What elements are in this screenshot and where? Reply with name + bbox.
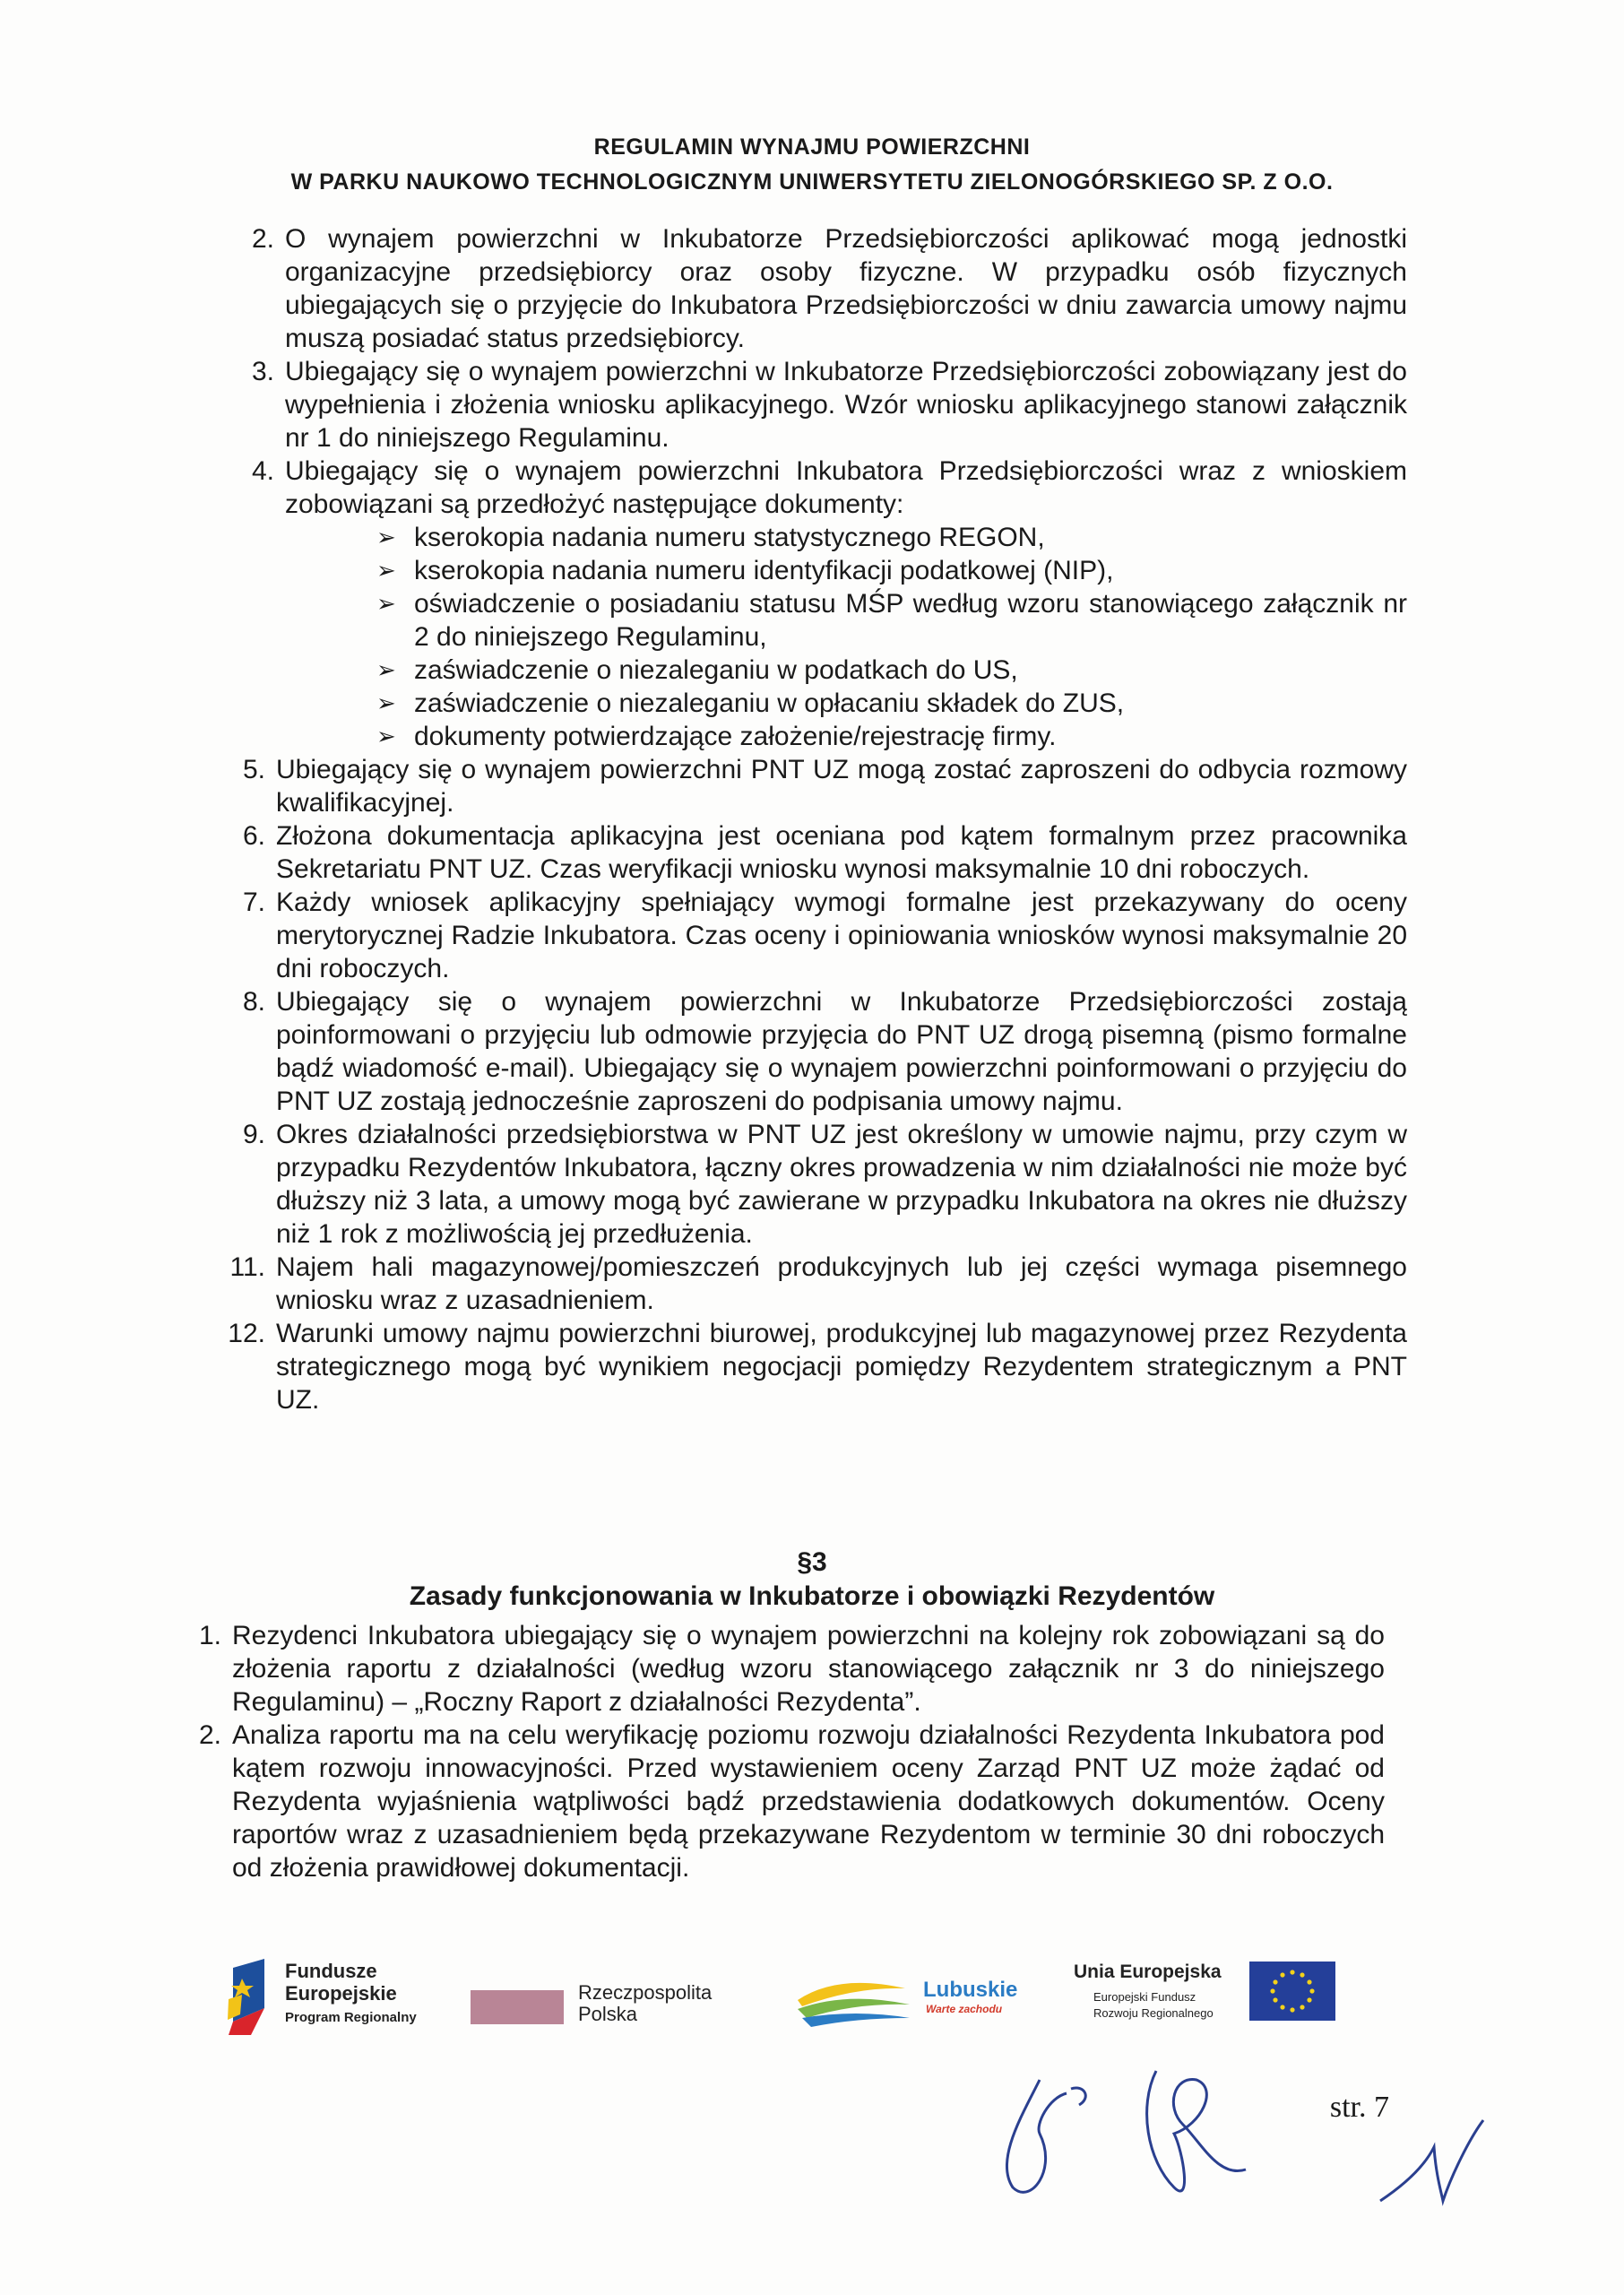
- signature-1: [986, 2062, 1111, 2205]
- document-list: [224, 521, 1407, 753]
- item-number: 3.: [251, 357, 274, 386]
- item-number: 5.: [242, 755, 265, 784]
- item-text: Rezydenci Inkubatora ubiegający się o wynajem powierzchni na kolejny rok zobowiązani są do złożenia raportu z działalności (według wzoru stanowiącego załącznik nr 3 do niniejszego Regulaminu) – „Roczny Raport z działalności Rezydenta”.: [232, 1621, 1385, 1717]
- arrow-bullet-icon: ➢: [376, 524, 396, 550]
- arrow-bullet-icon: ➢: [376, 557, 396, 584]
- document-text: dokumenty potwierdzające założenie/rejestrację firmy.: [414, 722, 1057, 751]
- document-text: zaświadczenie o niezaleganiu w opłacaniu składek do ZUS,: [414, 688, 1125, 718]
- rp-line2: Polska: [578, 2003, 638, 2025]
- list-item: [224, 1317, 1407, 1416]
- item-number: 11.: [229, 1252, 265, 1282]
- item-text: Ubiegający się o wynajem powierzchni PNT UZ mogą zostać zaproszeni do odbycia rozmowy kwalifikacyjnej.: [276, 755, 1407, 818]
- header-subtitle: W PARKU NAUKOWO TECHNOLOGICZNYM UNIWERSYTETU ZIELONOGÓRSKIEGO SP. Z O.O.: [290, 169, 1334, 195]
- list-item: [224, 819, 1407, 886]
- signature-3: [1371, 2111, 1488, 2210]
- document-header: [0, 134, 1624, 195]
- item-text: Warunki umowy najmu powierzchni biurowej, produkcyjnej lub magazynowej przez Rezydenta strategicznego mogą być wynikiem negocjacji pomiędzy Rezydentem strategicznym a PNT UZ.: [276, 1319, 1407, 1415]
- arrow-bullet-icon: ➢: [376, 723, 396, 749]
- section-body: [184, 1619, 1385, 1884]
- section-sign: §3: [797, 1547, 827, 1577]
- section-heading: [0, 1547, 1624, 1612]
- list-item: [376, 687, 1407, 720]
- item-number: 6.: [242, 821, 265, 851]
- rzeczpospolita-polska-logo: [471, 1972, 748, 2044]
- document-text: zaświadczenie o niezaleganiu w podatkach do US,: [414, 655, 1018, 685]
- lubuskie-wave-icon: [793, 1969, 914, 2031]
- list-item: [224, 355, 1407, 455]
- list-item: [184, 1619, 1385, 1719]
- item-text: Ubiegający się o wynajem powierzchni Inkubatora Przedsiębiorczości wraz z wnioskiem zobowiązani są przedłożyć następujące dokumenty:: [285, 456, 1407, 519]
- list-item: [224, 985, 1407, 1118]
- polish-flag-icon: [471, 1990, 564, 2024]
- signature-2: [1120, 2053, 1255, 2205]
- list-item: [376, 587, 1407, 654]
- fe-line1: Fundusze: [285, 1960, 377, 1982]
- arrow-bullet-icon: ➢: [376, 590, 396, 617]
- list-item: [224, 455, 1407, 521]
- fe-line2: Europejskie: [285, 1982, 397, 2005]
- section-title: Zasady funkcjonowania w Inkubatorze i obowiązki Rezydentów: [409, 1581, 1215, 1611]
- item-number: 9.: [242, 1120, 265, 1149]
- fundusze-europejskie-logo: [224, 1954, 430, 2044]
- list-item: [376, 554, 1407, 587]
- item-number: 4.: [251, 456, 274, 486]
- lubuskie-logo: [793, 1969, 1017, 2040]
- rp-line1: Rzeczpospolita: [578, 1981, 713, 2004]
- lubuskie-name: Lubuskie: [923, 1978, 1018, 2002]
- item-text: Najem hali magazynowej/pomieszczeń produkcyjnych lub jej części wymaga pisemnego wniosku wraz z uzasadnieniem.: [276, 1252, 1407, 1315]
- item-text: Ubiegający się o wynajem powierzchni w Inkubatorze Przedsiębiorczości zobowiązany jest do wypełnienia i złożenia wniosku aplikacyjnego. Wzór wniosku aplikacyjnego stanowi załącznik nr 1 do niniejszego Regulaminu.: [285, 357, 1407, 453]
- page-number: str. 7: [1329, 2091, 1389, 2124]
- item-number: 8.: [242, 987, 265, 1017]
- regulation-body: [224, 222, 1407, 1416]
- item-text: Każdy wniosek aplikacyjny spełniający wymogi formalne jest przekazywany do oceny merytorycznej Radzie Inkubatora. Czas oceny i opiniowania wniosków wynosi maksymalnie 20 dni roboczych.: [276, 888, 1407, 983]
- item-number: 2.: [251, 224, 274, 254]
- ue-line1: Unia Europejska: [1074, 1962, 1222, 1982]
- item-number: 2.: [198, 1720, 221, 1750]
- item-number: 12.: [228, 1319, 265, 1348]
- item-number: 7.: [242, 888, 265, 917]
- header-title: REGULAMIN WYNAJMU POWIERZCHNI: [593, 134, 1031, 160]
- list-item: [376, 720, 1407, 753]
- document-text: kserokopia nadania numeru identyfikacji podatkowej (NIP),: [414, 556, 1114, 585]
- eu-flag-icon: [1249, 1962, 1335, 2021]
- item-text: Złożona dokumentacja aplikacyjna jest oceniana pod kątem formalnym przez pracownika Sekretariatu PNT UZ. Czas weryfikacji wniosku wynosi maksymalnie 10 dni roboczych.: [276, 821, 1407, 884]
- list-item: [376, 654, 1407, 687]
- fundusze-europejskie-emblem-icon: [224, 1959, 278, 2040]
- item-text: O wynajem powierzchni w Inkubatorze Przedsiębiorczości aplikować mogą jednostki organizacyjne przedsiębiorcy oraz osoby fizyczne. W przypadku osób fizycznych ubiegających się o przyjęcie do Inkubatora Przedsiębiorczości w dniu zawarcia umowy najmu muszą posiadać status przedsiębiorcy.: [285, 224, 1407, 353]
- fe-line3: Program Regionalny: [285, 2010, 417, 2025]
- item-text: Analiza raportu ma na celu weryfikację poziomu rozwoju działalności Rezydenta Inkubatora pod kątem rozwoju innowacyjności. Przed wystawieniem oceny Zarząd PNT UZ może żądać od Rezydenta wyjaśnienia wątpliwości bądź przedstawienia dodatkowych dokumentów. Oceny raportów wraz z uzasadnieniem będą przekazywane Rezydentom w terminie 30 dni roboczych od złożenia prawidłowej dokumentacji.: [232, 1720, 1385, 1883]
- arrow-bullet-icon: ➢: [376, 689, 396, 716]
- list-item: [224, 886, 1407, 985]
- item-text: Ubiegający się o wynajem powierzchni w Inkubatorze Przedsiębiorczości zostają poinformowani o przyjęciu lub odmowie przyjęcia do PNT UZ drogą pisemną (pismo formalne bądź wiadomość e-mail). Ubiegający się o wynajem powierzchni poinformowani o przyjęciu do PNT UZ zostają jednocześnie zaproszeni do podpisania umowy najmu.: [276, 987, 1407, 1116]
- list-item: [224, 1118, 1407, 1251]
- list-item: [224, 1251, 1407, 1317]
- list-item: [224, 753, 1407, 819]
- ue-line2: Europejski Fundusz: [1093, 1990, 1196, 2004]
- ue-line3: Rozwoju Regionalnego: [1093, 2006, 1214, 2020]
- item-text: Okres działalności przedsiębiorstwa w PNT UZ jest określony w umowie najmu, przy czym w przypadku Rezydentów Inkubatora, łączny okres prowadzenia w nim działalności nie może być dłuższy niż 3 lata, a umowy mogą być zawierane w przypadku Inkubatora na okres nie dłuższy niż 1 rok z możliwością jej przedłużenia.: [276, 1120, 1407, 1249]
- item-number: 1.: [198, 1621, 221, 1650]
- document-text: oświadczenie o posiadaniu statusu MŚP według wzoru stanowiącego załącznik nr 2 do niniejszego Regulaminu,: [414, 589, 1407, 652]
- list-item: [184, 1719, 1385, 1884]
- list-item: [224, 222, 1407, 355]
- lubuskie-tagline: Warte zachodu: [926, 2003, 1003, 2015]
- footer-logos: [0, 1954, 1624, 2062]
- document-text: kserokopia nadania numeru statystycznego REGON,: [414, 523, 1045, 552]
- unia-europejska-logo: [1074, 1956, 1343, 2046]
- arrow-bullet-icon: ➢: [376, 656, 396, 683]
- list-item: [376, 521, 1407, 554]
